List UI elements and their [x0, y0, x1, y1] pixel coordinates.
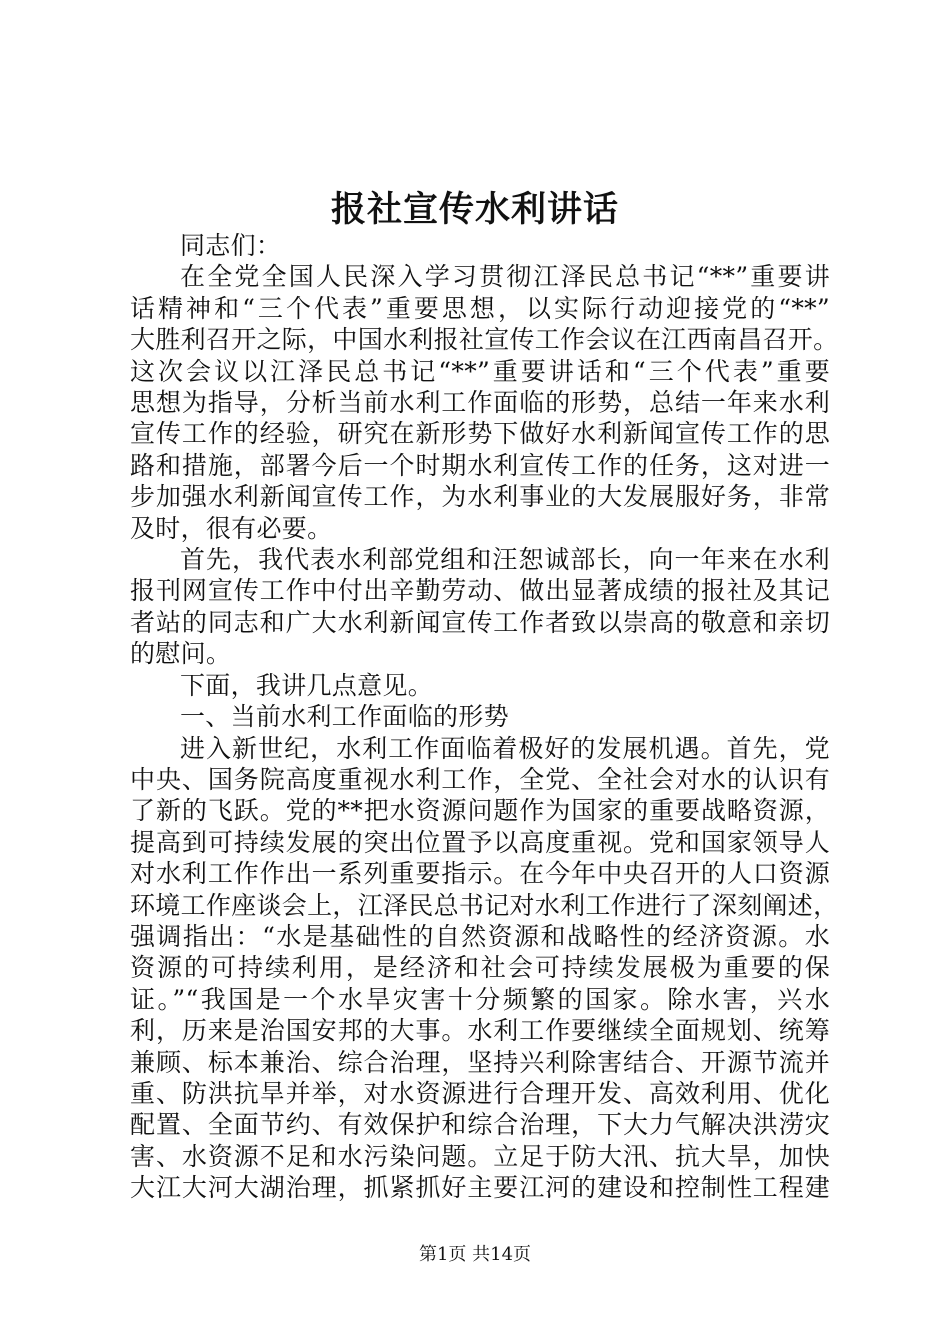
paragraph-line: 者站的同志和广大水利新闻宣传工作者致以崇高的敬意和亲切 — [130, 607, 830, 637]
paragraph-line: 兼顾、标本兼治、综合治理，坚持兴利除害结合、开源节流并 — [130, 1047, 830, 1077]
paragraph-line: 提高到可持续发展的突出位置予以高度重视。党和国家领导人 — [130, 827, 830, 857]
paragraph-line: 资源的可持续利用，是经济和社会可持续发展极为重要的保 — [130, 953, 830, 983]
greeting: 同志们： — [180, 231, 282, 260]
paragraph-line: 的慰问。 — [130, 639, 232, 669]
paragraph-line: 证。”“我国是一个水旱灾害十分频繁的国家。除水害，兴水 — [130, 984, 830, 1014]
paragraph-line: 在全党全国人民深入学习贯彻江泽民总书记“**”重要讲 — [180, 262, 830, 292]
paragraph-line: 害、水资源不足和水污染问题。立足于防大汛、抗大旱，加快 — [130, 1141, 830, 1171]
paragraph-line: 这次会议以江泽民总书记“**”重要讲话和“三个代表”重要 — [130, 356, 830, 386]
paragraph — [130, 670, 830, 701]
paragraph-line: 及时，很有必要。 — [130, 513, 333, 543]
paragraph-line: 路和措施，部署今后一个时期水利宣传工作的任务，这对进一 — [130, 450, 830, 480]
paragraph-line: 进入新世纪，水利工作面临着极好的发展机遇。首先，党 — [180, 733, 830, 763]
paragraph-line: 重、防洪抗旱并举，对水资源进行合理开发、高效利用、优化 — [130, 1078, 830, 1108]
paragraph-line: 一、当前水利工作面临的形势 — [180, 702, 509, 732]
paragraph-line: 配置、全面节约、有效保护和综合治理，下大力气解决洪涝灾 — [130, 1110, 830, 1140]
paragraph — [130, 544, 830, 670]
paragraph-line: 利，历来是治国安邦的大事。水利工作要继续全面规划、统筹 — [130, 1016, 830, 1046]
document-body — [130, 230, 839, 1204]
paragraph-line: 大胜利召开之际，中国水利报社宣传工作会议在江西南昌召开。 — [130, 325, 839, 355]
paragraph-line: 首先，我代表水利部党组和汪恕诚部长，向一年来在水利 — [180, 545, 830, 575]
paragraph-line: 报刊网宣传工作中付出辛勤劳动、做出显著成绩的报社及其记 — [130, 576, 830, 606]
paragraph-line: 中央、国务院高度重视水利工作，全党、全社会对水的认识有 — [130, 764, 830, 794]
paragraph-line: 强调指出：“水是基础性的自然资源和战略性的经济资源。水 — [130, 921, 830, 951]
paragraph-line: 步加强水利新闻宣传工作，为水利事业的大发展服好务，非常 — [130, 482, 830, 512]
paragraph — [130, 733, 839, 1204]
document-title: 报社宣传水利讲话 — [330, 189, 619, 230]
paragraph — [130, 701, 830, 732]
paragraph-line: 下面，我讲几点意见。 — [180, 670, 434, 700]
paragraph-line: 话精神和“三个代表”重要思想，以实际行动迎接党的“**” — [130, 293, 830, 323]
paragraph-line: 宣传工作的经验，研究在新形势下做好水利新闻宣传工作的思 — [130, 419, 830, 449]
paragraph-line: 思想为指导，分析当前水利工作面临的形势，总结一年来水利 — [130, 388, 830, 418]
paragraph-line: 大江大河大湖治理，抓紧抓好主要江河的建设和控制性工程建 — [130, 1173, 830, 1203]
paragraph-line: 对水利工作作出一系列重要指示。在今年中央召开的人口资源 — [130, 859, 830, 889]
paragraph-line: 环境工作座谈会上，江泽民总书记对水利工作进行了深刻阐述， — [130, 890, 839, 920]
paragraph — [130, 261, 839, 544]
paragraph-line: 了新的飞跃。党的**把水资源问题作为国家的重要战略资源， — [130, 796, 830, 826]
page-footer: 第1页 共14页 — [418, 1244, 532, 1265]
